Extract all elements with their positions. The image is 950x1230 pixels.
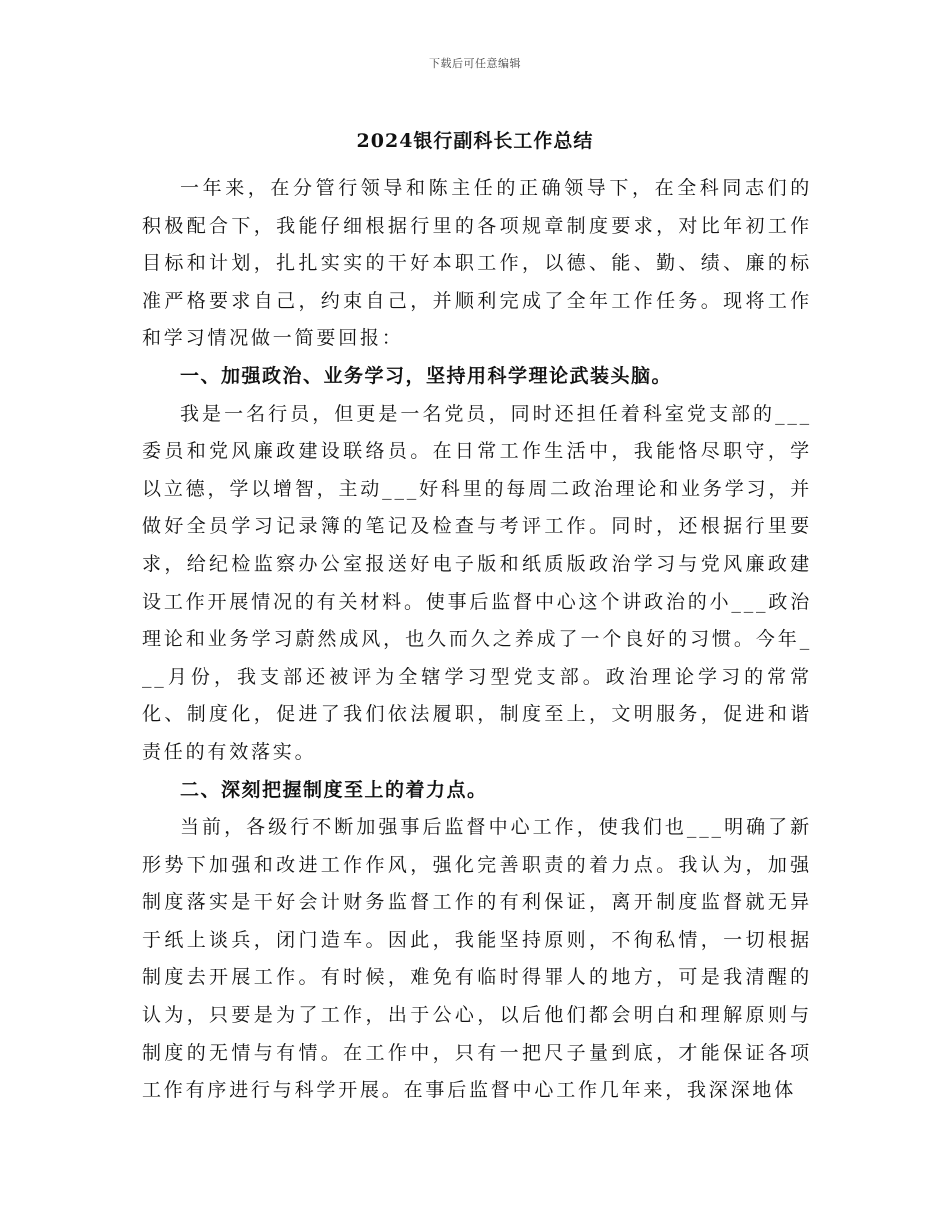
section-heading-1: 一、加强政治、业务学习，坚持用科学理论武装头脑。 — [180, 364, 673, 387]
document-title: 2024银行副科长工作总结 — [356, 130, 594, 152]
section-1-paragraph: 我是一名行员，但更是一名党员，同时还担任着科室党支部的___委员和党风廉政建设联络员。在日常工作生活中，我能恪尽职守，学以立德，学以增智，主动___好科里的每周二政治理论和业务学习，并做好全员学习记录簿的笔记及检查与考评工作。同时，还根据行里要求，给纪检监察办公室报送好电子版和纸质版政治学习与党风廉政建设工作开展情况的有关材料。使事后监督中心这个讲政治的小___政治理论和业务学习蔚然成风，也久而久之养成了一个良好的习惯。今年___月份，我支部还被评为全辖学习型党支部。政治理论学习的常常化、制度化，促进了我们依法履职，制度至上，文明服务，促进和谐责任的有效落实。 — [142, 402, 812, 763]
document-body — [142, 170, 812, 1110]
section-heading-2: 二、深刻把握制度至上的着力点。 — [180, 778, 488, 801]
header-note: 下载后可任意编辑 — [429, 57, 521, 70]
intro-paragraph: 一年来，在分管行领导和陈主任的正确领导下，在全科同志们的积极配合下，我能仔细根据行里的各项规章制度要求，对比年初工作目标和计划，扎扎实实的干好本职工作，以德、能、勤、绩、廉的标准严格要求自己，约束自己，并顺利完成了全年工作任务。现将工作和学习情况做一简要回报： — [142, 177, 812, 350]
section-2-paragraph: 当前，各级行不断加强事后监督中心工作，使我们也___明确了新形势下加强和改进工作作风，强化完善职责的着力点。我认为，加强制度落实是干好会计财务监督工作的有利保证，离开制度监督就无异于纸上谈兵，闭门造车。因此，我能坚持原则，不徇私情，一切根据制度去开展工作。有时候，难免有临时得罪人的地方，可是我清醒的认为，只要是为了工作，出于公心，以后他们都会明白和理解原则与制度的无情与有情。在工作中，只有一把尺子量到底，才能保证各项工作有序进行与科学开展。在事后监督中心工作几年来，我深深地体 — [142, 816, 812, 1102]
